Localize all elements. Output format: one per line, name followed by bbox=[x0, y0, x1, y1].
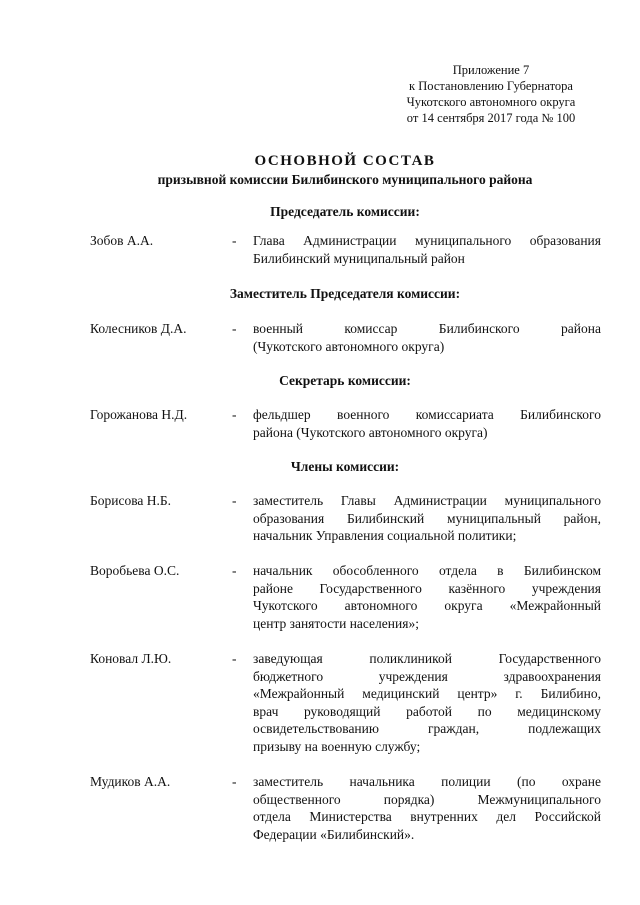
entry-dash: - bbox=[232, 651, 237, 666]
entry-description bbox=[253, 492, 601, 545]
entry-description bbox=[253, 320, 601, 355]
desc-line: отдела Министерства внутренних дел Российской bbox=[253, 809, 601, 824]
section-members: Члены комиссии: bbox=[290, 459, 400, 474]
desc-line: врач руководящий работой по медицинскому bbox=[253, 703, 601, 719]
section-chair: Председатель комиссии: bbox=[270, 204, 420, 219]
entry-name: Мудиков А.А. bbox=[90, 774, 171, 789]
entry-name: Зобов А.А. bbox=[90, 233, 154, 248]
entry-name: Горожанова Н.Д. bbox=[90, 407, 188, 422]
entry-description bbox=[253, 562, 601, 632]
annex-header bbox=[396, 62, 586, 126]
entry-dash: - bbox=[232, 407, 237, 422]
section-deputy: Заместитель Председателя комиссии: bbox=[229, 286, 461, 301]
entry-name: Борисова Н.Б. bbox=[90, 493, 172, 508]
annex-line-3: Чукотского автономного округа bbox=[406, 95, 576, 109]
desc-line: призыву на военную службу; bbox=[253, 738, 421, 754]
entry-dash: - bbox=[232, 493, 237, 508]
annex-line-4: от 14 сентября 2017 года № 100 bbox=[406, 111, 576, 125]
desc-line: фельдшер военного комиссариата Билибинского bbox=[253, 407, 601, 422]
desc-line: районе Государственного казённого учреждения bbox=[253, 580, 601, 596]
desc-line: (Чукотского автономного округа) bbox=[253, 338, 445, 354]
desc-line: военный комиссар Билибинского района bbox=[253, 321, 601, 336]
entry-description bbox=[253, 232, 601, 267]
section-secretary: Секретарь комиссии: bbox=[279, 373, 411, 388]
entry-dash: - bbox=[232, 563, 237, 578]
desc-line: бюджетного учреждения здравоохранения bbox=[253, 668, 601, 684]
desc-line: «Межрайонный медицинский центр» г. Билибино, bbox=[253, 686, 601, 701]
desc-line: освидетельствованию граждан, подлежащих bbox=[253, 721, 601, 736]
desc-line: заместитель начальника полиции (по охране bbox=[253, 774, 601, 789]
desc-line: Федерации «Билибинский». bbox=[253, 826, 415, 842]
entry-dash: - bbox=[232, 233, 237, 248]
entry-dash: - bbox=[232, 321, 237, 336]
entry-name: Воробьева О.С. bbox=[90, 563, 180, 578]
desc-line: Билибинский муниципальный район bbox=[253, 250, 465, 266]
entry-description bbox=[253, 773, 601, 843]
entry-name: Коновал Л.Ю. bbox=[90, 651, 172, 666]
entry-description bbox=[253, 650, 601, 755]
desc-line: района (Чукотского автономного округа) bbox=[253, 424, 488, 440]
entry-description bbox=[253, 406, 601, 441]
desc-line: образования Билибинский муниципальный район, bbox=[253, 510, 601, 526]
desc-line: общественного порядка) Межмуниципального bbox=[253, 791, 601, 807]
desc-line: заместитель Главы Администрации муниципального bbox=[253, 493, 601, 508]
document-title: ОСНОВНОЙ СОСТАВ bbox=[254, 153, 436, 169]
desc-line: заведующая поликлиникой Государственного bbox=[253, 651, 601, 666]
document-subtitle: призывной комиссии Билибинского муниципального района bbox=[157, 172, 533, 187]
desc-line: Чукотского автономного округа «Межрайонный bbox=[253, 598, 601, 613]
desc-line: Глава Администрации муниципального образования bbox=[253, 233, 601, 248]
annex-line-2: к Постановлению Губернатора bbox=[409, 79, 573, 93]
desc-line: центр занятости населения»; bbox=[253, 615, 419, 631]
entry-name: Колесников Д.А. bbox=[90, 321, 187, 336]
desc-line: начальник Управления социальной политики; bbox=[253, 528, 517, 543]
desc-line: начальник обособленного отдела в Билибинском bbox=[253, 563, 601, 578]
entry-dash: - bbox=[232, 774, 237, 789]
annex-line-1: Приложение 7 bbox=[452, 63, 530, 77]
